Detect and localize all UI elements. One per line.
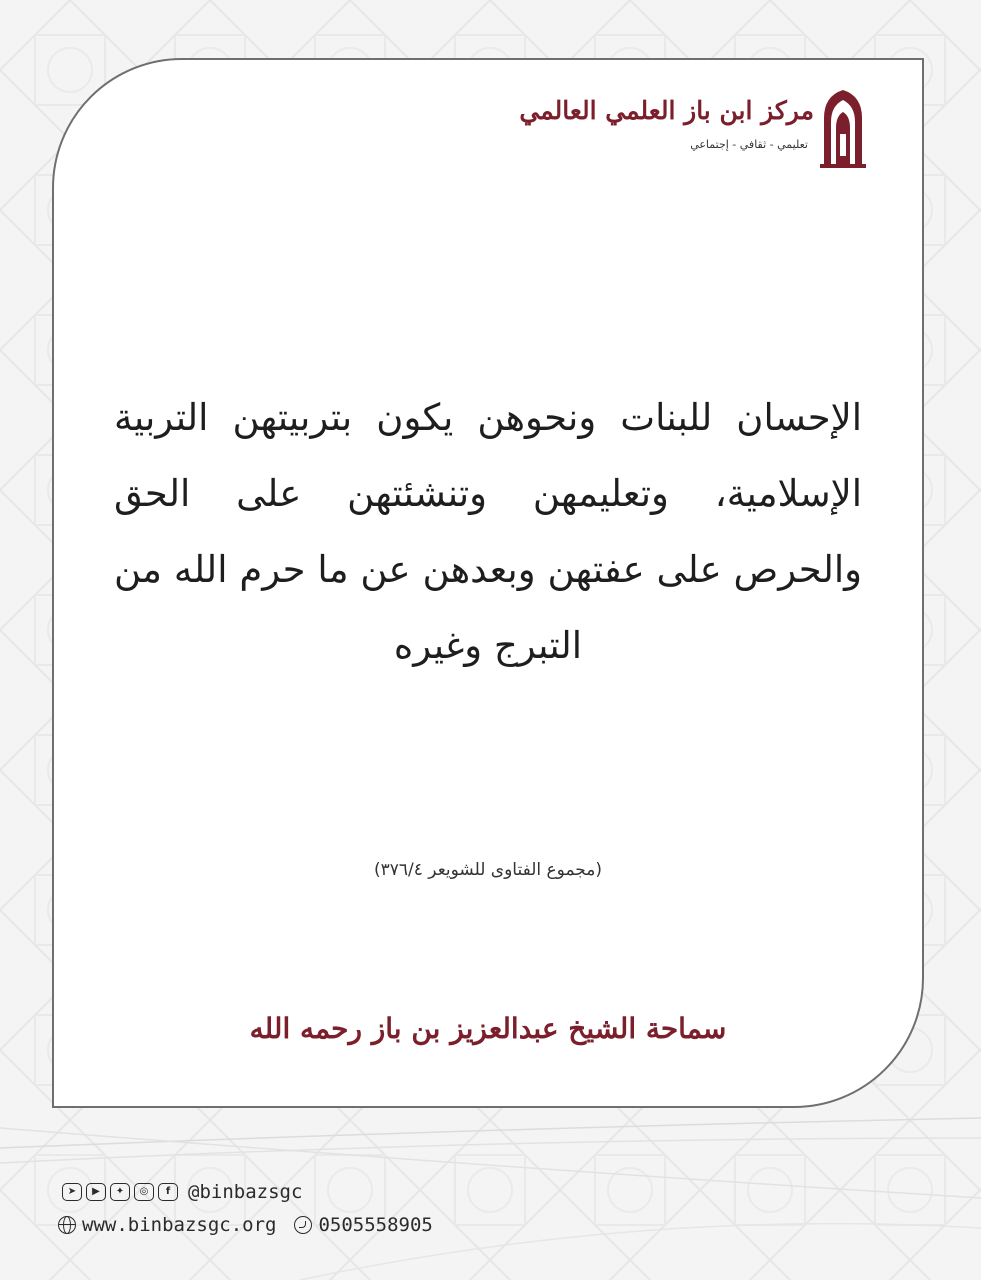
org-name: مركز ابن باز العلمي العالمي (519, 96, 814, 125)
instagram-icon[interactable]: ◎ (134, 1183, 154, 1201)
facebook-icon[interactable]: f (158, 1183, 178, 1201)
org-logo (519, 88, 866, 178)
sheikh-signature: سماحة الشيخ عبدالعزيز بن باز رحمه الله (249, 1012, 727, 1045)
social-handle[interactable]: @binbazsgc (188, 1181, 303, 1203)
whatsapp-icon (294, 1216, 312, 1234)
phone-number[interactable]: 0505558905 (318, 1214, 433, 1236)
quote-source: (مجموع الفتاوى للشويعر ٣٧٦/٤) (374, 860, 602, 880)
social-links (62, 1180, 302, 1204)
youtube-icon[interactable]: ▶ (86, 1183, 106, 1201)
quote-text: الإحسان للبنات ونحوهن يكون بتربيتهن التربية الإسلامية، وتعليمهن وتنشئتهن على الحق والحرص على عفتهن وبعدهن عن ما حرم الله من التبرج وغيره (114, 396, 862, 667)
website-link[interactable]: www.binbazsgc.org (82, 1214, 277, 1236)
content-card (52, 58, 924, 1108)
mosque-arch-icon (820, 88, 866, 168)
telegram-icon[interactable]: ➤ (62, 1183, 82, 1201)
globe-icon (58, 1216, 76, 1234)
twitter-icon[interactable]: ✦ (110, 1183, 130, 1201)
org-tagline: تعليمي - ثقافي - إجتماعي (690, 138, 808, 151)
contact-info (58, 1212, 433, 1238)
